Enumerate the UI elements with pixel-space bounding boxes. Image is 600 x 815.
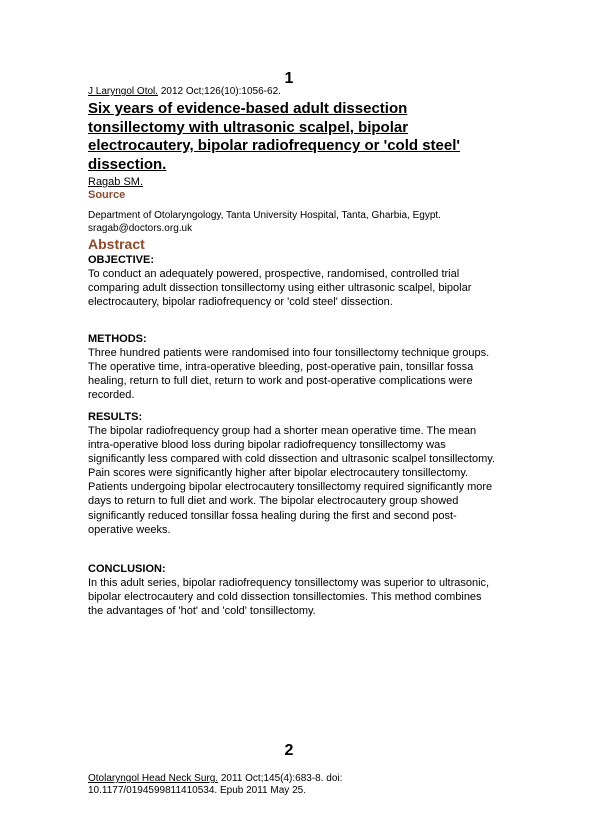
source-heading: Source (88, 189, 126, 201)
citation-1 (88, 86, 281, 98)
author-email: sragab@doctors.org.uk (88, 223, 193, 234)
page-number-1: 1 (284, 70, 294, 87)
section-text: The bipolar radiofrequency group had a shorter mean operative time. The mean intra-operative blood loss during bipolar radiofrequency tonsillectomy was significantly less compared with cold dissection and ultrasonic scalpel tonsillectomy. Pain scores were significantly higher after bipolar electrocautery tonsillectomy. Patients undergoing bipolar electrocautery tonsillectomy required significantly more days to return to full diet and work. The bipolar electrocautery group showed significantly reduced tonsillar fossa healing during the first and second post-operative weeks. (88, 425, 495, 536)
affiliation-text: Department of Otolaryngology, Tanta University Hospital, Tanta, Gharbia, Egypt. (88, 210, 441, 221)
section-objective (88, 254, 498, 309)
journal-link[interactable]: Otolaryngol Head Neck Surg. (88, 773, 219, 784)
citation-2-line-1 (88, 773, 342, 785)
article-title[interactable]: Six years of evidence-based adult dissection tonsillectomy with ultrasonic scalpel, bipolar electrocautery, bipolar radiofrequency or 'cold steel' dissection. (88, 100, 460, 173)
author-link[interactable]: Ragab SM (88, 176, 140, 188)
citation-details: 2012 Oct;126(10):1056-62. (158, 86, 281, 97)
section-heading: CONCLUSION: (88, 563, 166, 575)
abstract-heading: Abstract (88, 236, 145, 252)
section-conclusion (88, 563, 498, 618)
section-heading: METHODS: (88, 333, 147, 345)
section-text: To conduct an adequately powered, prospective, randomised, controlled trial comparing adult dissection tonsillectomy using either ultrasonic scalpel, bipolar electrocautery, bipolar radiofrequency or 'cold steel' dissection. (88, 268, 472, 309)
affiliation (88, 209, 441, 235)
section-methods (88, 333, 498, 402)
section-text: In this adult series, bipolar radiofrequency tonsillectomy was superior to ultrasonic, bipolar electrocautery and cold dissection tonsillectomies. This method combines the advantages of 'hot' and 'cold' tonsillectomy. (88, 577, 490, 618)
section-heading: OBJECTIVE: (88, 254, 155, 266)
page-number-2: 2 (284, 742, 294, 759)
author-suffix: . (139, 176, 144, 188)
section-text: Three hundred patients were randomised into four tonsillectomy technique groups. The operative time, intra-operative bleeding, post-operative pain, tonsillar fossa healing, return to full diet, return to work and post-operative complications were recorded. (88, 347, 490, 402)
citation-details: 2011 Oct;145(4):683-8. doi: (218, 773, 343, 784)
citation-2-line-2: 10.1177/0194599811410534. Epub 2011 May 25. (88, 785, 306, 796)
author-line (88, 176, 143, 188)
journal-link[interactable]: J Laryngol Otol. (88, 86, 159, 97)
section-heading: RESULTS: (88, 411, 143, 423)
citation-2 (88, 773, 342, 797)
section-results (88, 411, 498, 537)
